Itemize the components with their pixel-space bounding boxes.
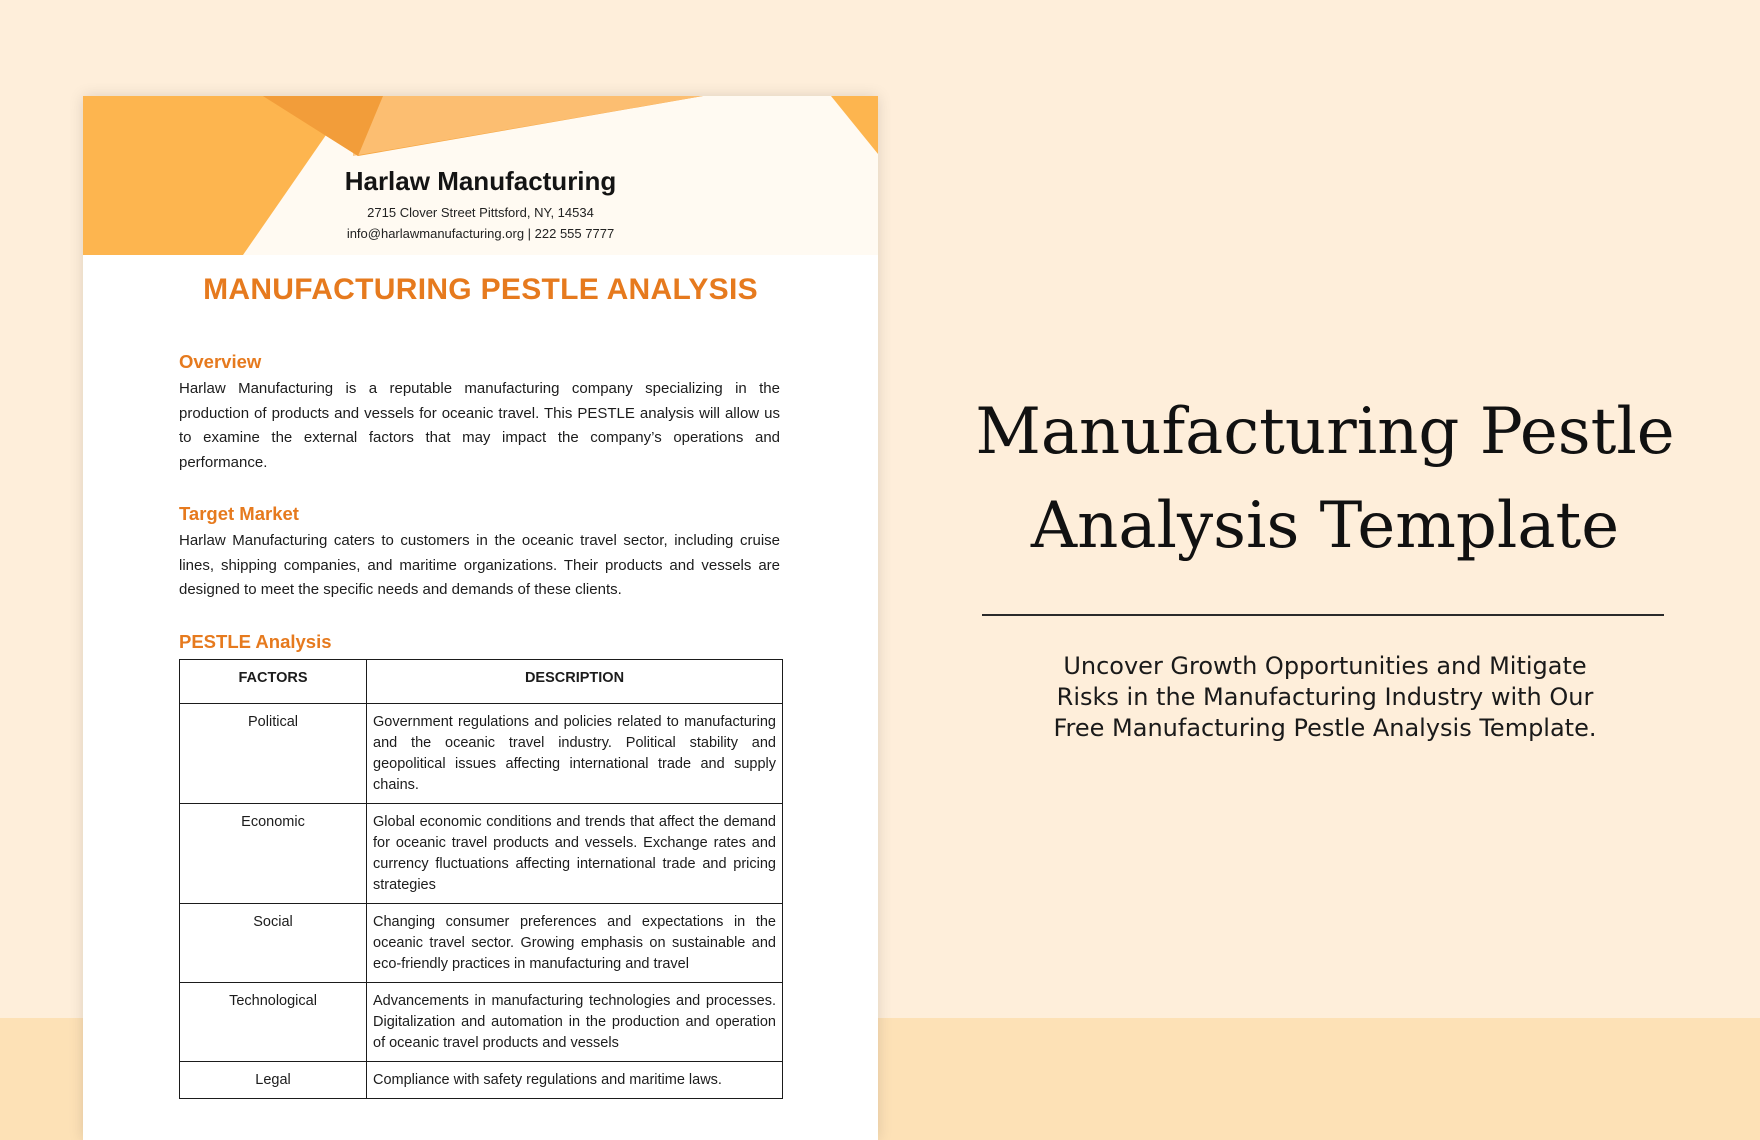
factors-column-header: FACTORS xyxy=(180,660,367,704)
description-column-header: DESCRIPTION xyxy=(367,660,783,704)
overview-heading: Overview xyxy=(179,351,262,372)
table-row xyxy=(180,983,783,1062)
factor-cell: Technological xyxy=(180,983,367,1062)
overview-text: Harlaw Manufacturing is a reputable manufacturing company specializing in the production of products and vessels for oceanic travel. This PESTLE analysis will allow us to examine the external factors that may impact the company’s operations and performance. xyxy=(179,380,780,471)
description-cell: Global economic conditions and trends that affect the demand for oceanic travel products and vessels. Exchange rates and currency fluctuations affecting international trade and pricing strategies xyxy=(367,804,783,904)
target-market-heading: Target Market xyxy=(179,503,299,524)
table-row xyxy=(180,804,783,904)
description-cell: Advancements in manufacturing technologies and processes. Digitalization and automation in the production and operation of oceanic travel products and vessels xyxy=(367,983,783,1062)
pestle-heading: PESTLE Analysis xyxy=(179,631,332,652)
pestle-table xyxy=(179,659,783,1099)
factor-cell: Social xyxy=(180,904,367,983)
table-row xyxy=(180,704,783,804)
target-market-text: Harlaw Manufacturing caters to customers in the oceanic travel sector, including cruise lines, shipping companies, and maritime organizations. Their products and vessels are designed to meet the specific needs and demands of these clients. xyxy=(179,532,780,598)
description-cell: Changing consumer preferences and expectations in the oceanic travel sector. Growing emphasis on sustainable and eco-friendly practices in manufacturing and travel xyxy=(367,904,783,983)
company-contact: info@harlawmanufacturing.org | 222 555 7777 xyxy=(346,226,615,241)
description-cell: Government regulations and policies related to manufacturing and the oceanic travel industry. Political stability and geopolitical issues affecting international trade and supply chains. xyxy=(367,704,783,804)
promo-title xyxy=(955,385,1695,573)
promo-divider xyxy=(982,614,1664,616)
table-row xyxy=(180,1062,783,1099)
document-title: MANUFACTURING PESTLE ANALYSIS xyxy=(203,273,758,306)
table-row xyxy=(180,904,783,983)
company-address: 2715 Clover Street Pittsford, NY, 14534 xyxy=(367,205,594,220)
document-header xyxy=(83,96,878,255)
promo-subtitle-line-2: Risks in the Manufacturing Industry with Our xyxy=(1056,683,1594,711)
promo-title-line-1: Manufacturing Pestle xyxy=(975,395,1675,469)
description-cell: Compliance with safety regulations and maritime laws. xyxy=(367,1062,783,1099)
factor-cell: Legal xyxy=(180,1062,367,1099)
factor-cell: Political xyxy=(180,704,367,804)
promo-title-line-2: Analysis Template xyxy=(1030,489,1620,563)
promo-subtitle-line-1: Uncover Growth Opportunities and Mitigate xyxy=(1063,652,1587,680)
factor-cell: Economic xyxy=(180,804,367,904)
promo-subtitle-line-3: Free Manufacturing Pestle Analysis Template. xyxy=(1053,714,1597,742)
document-preview xyxy=(83,96,878,1140)
table-header-row xyxy=(180,660,783,704)
promo-subtitle xyxy=(1000,651,1650,744)
company-name: Harlaw Manufacturing xyxy=(344,166,617,196)
